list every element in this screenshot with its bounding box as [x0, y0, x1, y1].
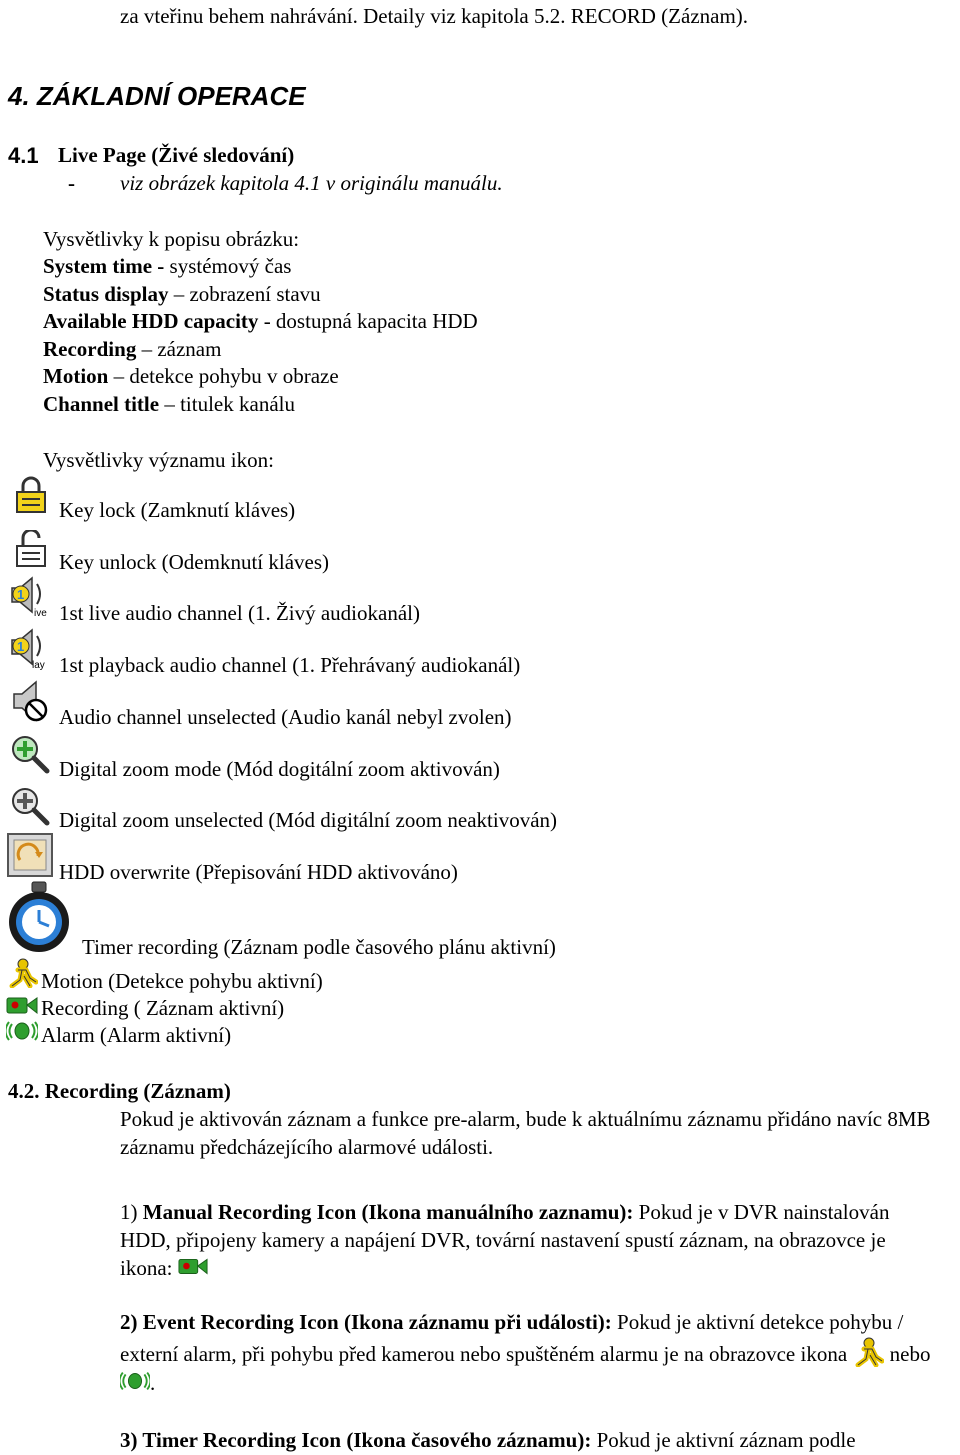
recording-icon	[6, 994, 38, 1016]
alarm-icon	[120, 1370, 150, 1392]
hdd-overwrite-icon	[6, 832, 54, 878]
item-event-recording: 2) Event Recording Icon (Ikona záznamu při události): Pokud je aktivní detekce pohybu / externí alarm, při pohybu před kamerou nebo spuštěném alarmu je na obrazovce ikona nebo .	[120, 1310, 931, 1395]
legend-item: System time - systémový čas	[43, 254, 292, 278]
item-timer-recording: 3) Timer Recording Icon (Ikona časového záznamu): Pokud je aktivní záznam podle	[120, 1428, 856, 1452]
legend-item: Status display – zobrazení stavu	[43, 282, 321, 306]
icon-label: Motion (Detekce pohybu aktivní)	[41, 969, 323, 993]
subsection-title: Live Page (Živé sledování)	[58, 143, 295, 167]
key-lock-icon	[14, 476, 48, 514]
icon-label: HDD overwrite (Přepisování HDD aktivováno)	[59, 860, 458, 884]
motion-icon	[6, 958, 38, 988]
svg-text:1: 1	[17, 587, 25, 602]
svg-text:1: 1	[17, 639, 25, 654]
timer-icon	[8, 880, 74, 956]
legend-item: Available HDD capacity - dostupná kapacita HDD	[43, 309, 478, 333]
section-heading-4-2: 4.2. Recording (Záznam)	[8, 1079, 231, 1103]
legend-item: Channel title – titulek kanálu	[43, 392, 295, 416]
icon-label: Alarm (Alarm aktivní)	[41, 1023, 232, 1047]
icon-label: Recording ( Záznam aktivní)	[41, 996, 285, 1020]
zoom-inactive-icon	[10, 786, 50, 826]
audio-unselected-icon	[10, 678, 54, 724]
section-4-2-text: Pokud je aktivován záznam a funkce pre-alarm, bude k aktuálnímu záznamu přidáno navíc 8MB záznamu předcházejícího alarmové události.	[120, 1107, 931, 1159]
icon-label: Digital zoom unselected (Mód digitální zoom neaktivován)	[59, 808, 558, 832]
section-heading: 4. ZÁKLADNÍ OPERACE	[8, 81, 306, 111]
top-line: za vteřinu behem nahrávání. Detaily viz kapitola 5.2. RECORD (Záznam).	[120, 4, 749, 28]
icon-label: Audio channel unselected (Audio kanál nebyl zvolen)	[59, 705, 512, 729]
icon-label: Timer recording (Záznam podle časového plánu aktivní)	[82, 935, 556, 959]
icon-label: Digital zoom mode (Mód dogitální zoom aktivován)	[59, 757, 500, 781]
live-audio-icon	[8, 574, 54, 618]
key-unlock-icon	[14, 530, 48, 568]
dash: -	[68, 171, 75, 195]
icon-label: 1st live audio channel (1. Živý audiokanál)	[59, 601, 420, 625]
svg-text:ive: ive	[34, 608, 47, 618]
playback-audio-icon	[8, 626, 54, 670]
legend-item: Recording – záznam	[43, 337, 222, 361]
recording-icon	[178, 1255, 208, 1277]
legend-item: Motion – detekce pohybu v obraze	[43, 364, 339, 388]
alarm-icon	[6, 1020, 38, 1042]
icons-title: Vysvětlivky významu ikon:	[43, 448, 274, 472]
motion-icon	[852, 1337, 884, 1367]
icon-label: Key unlock (Odemknutí kláves)	[59, 550, 330, 574]
legend-title: Vysvětlivky k popisu obrázku:	[43, 227, 300, 251]
icon-label: 1st playback audio channel (1. Přehrávaný audiokanál)	[59, 653, 521, 677]
zoom-active-icon	[10, 734, 50, 774]
subsection-note: viz obrázek kapitola 4.1 v originálu manuálu.	[120, 171, 503, 195]
svg-text:lay: lay	[32, 660, 45, 670]
subsection-number: 4.1	[8, 143, 39, 168]
icon-label: Key lock (Zamknutí kláves)	[59, 498, 296, 522]
item-manual-recording: 1) Manual Recording Icon (Ikona manuálního zaznamu): Pokud je v DVR nainstalován HDD, připojeny kamery a napájení DVR, tovární nastavení spustí záznam, na obrazovce je ikona:	[120, 1200, 890, 1280]
